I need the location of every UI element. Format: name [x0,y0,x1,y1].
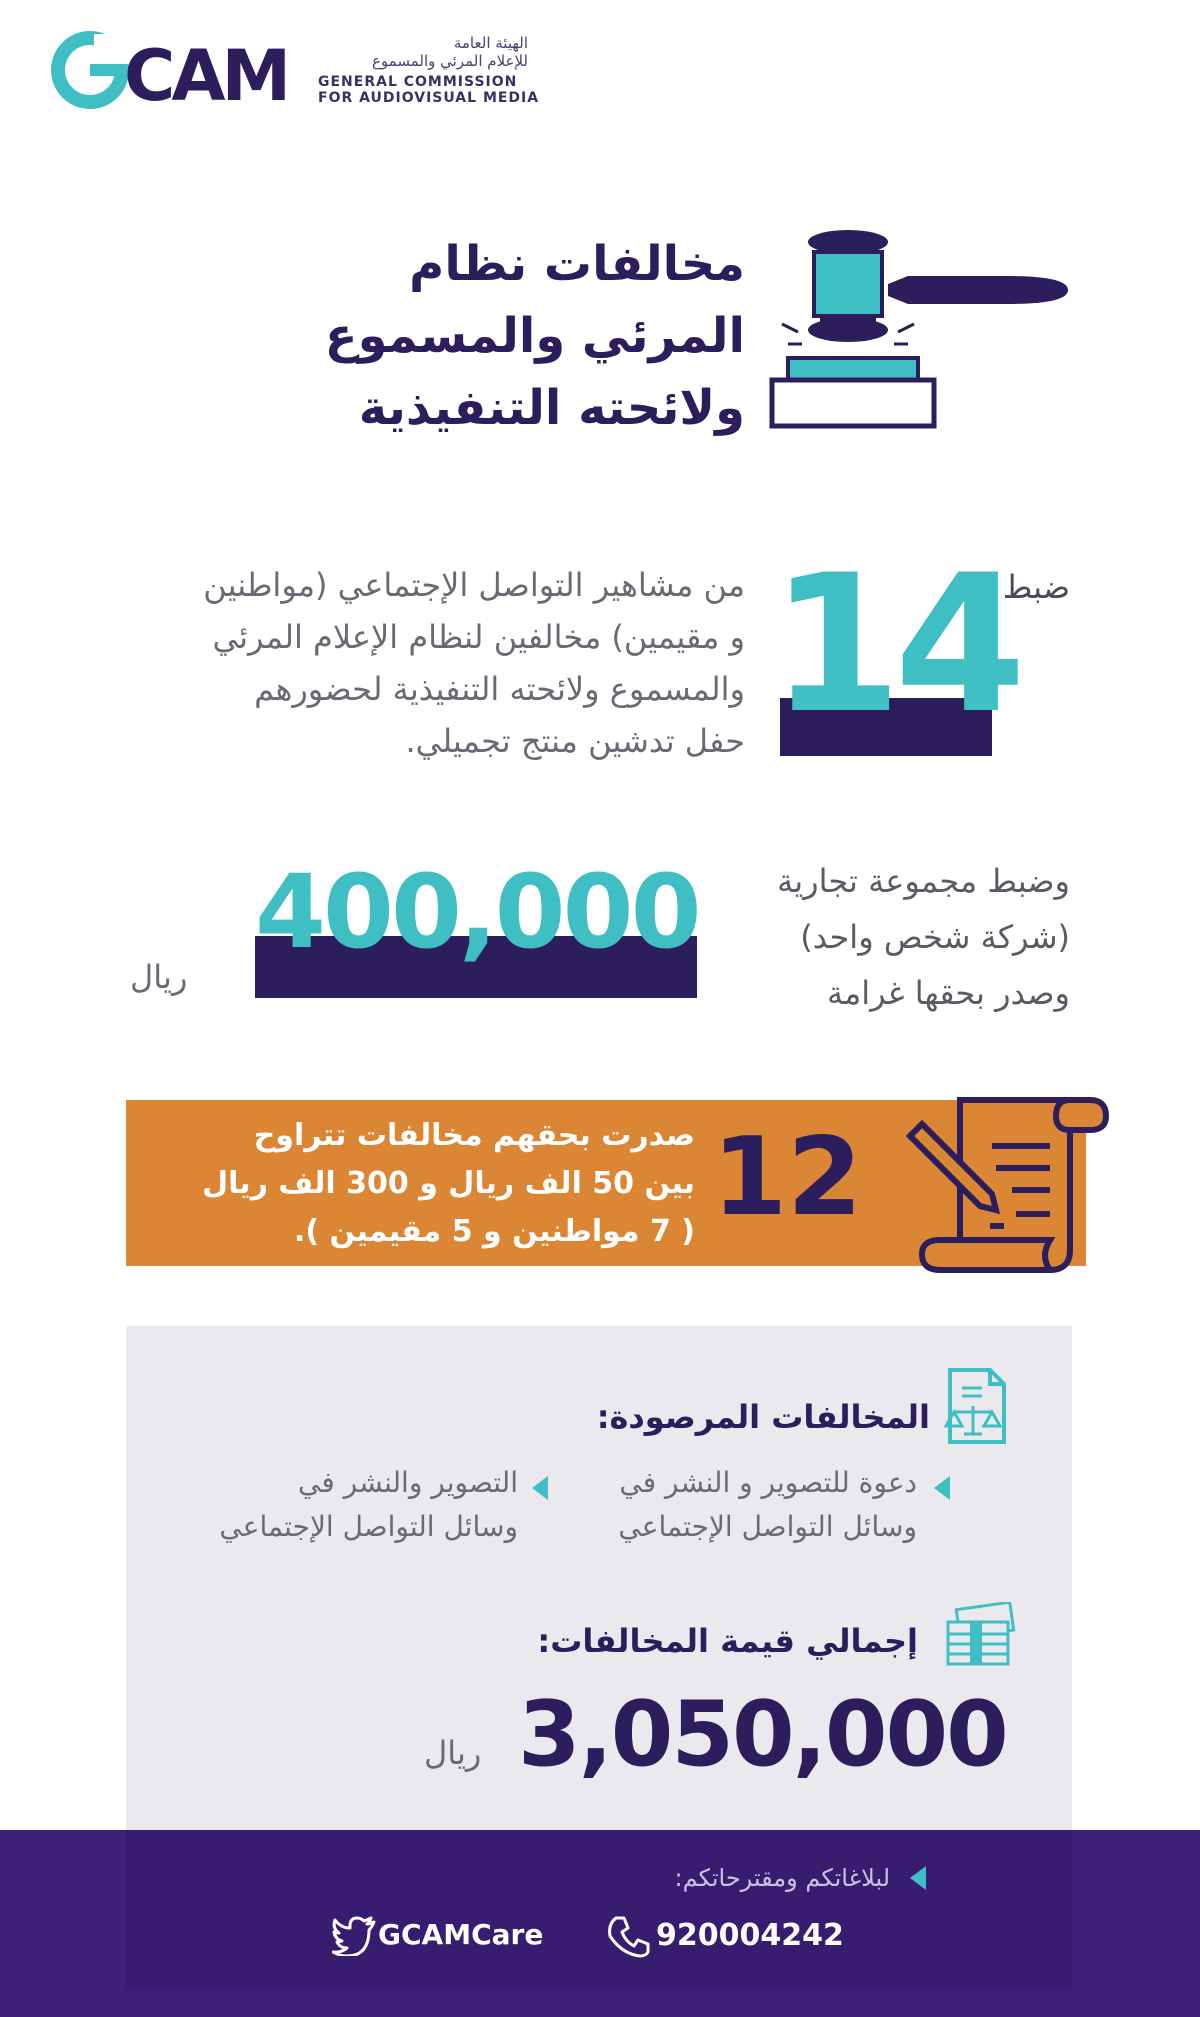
contact-label: لبلاغاتكم ومقترحاتكم: [674,1864,890,1892]
gavel-icon [768,226,1072,436]
money-stack-icon [944,1602,1016,1666]
company-fine-amount: 400,000 [255,853,699,972]
company-fine-currency: ريال [130,958,188,996]
violation-1-line-2: وسائل التواصل الإجتماعي [618,1510,917,1543]
celebrities-text-line-2: و مقيمين) مخالفين لنظام الإعلام المرئي [212,618,745,656]
celebrities-count: 14 [770,534,1019,755]
contract-scroll-icon [900,1090,1110,1280]
footer-contact-box [126,1830,1072,1990]
org-name-en-line1: GENERAL COMMISSION [318,74,518,90]
title-line-1: مخالفات نظام [409,236,745,292]
justice-document-icon [938,1366,1010,1446]
company-text-line-3: وصدر بحقها غرامة [826,974,1070,1012]
violators-text-line-3: ( 7 مواطنين و 5 مقيمين ). [293,1214,695,1249]
org-name-en-line2: FOR AUDIOVISUAL MEDIA [318,90,540,106]
celebrities-text-line-4: حفل تدشين منتج تجميلي. [405,722,745,760]
violation-2-line-1: التصوير والنشر في [298,1466,518,1499]
title-line-3: ولائحته التنفيذية [358,380,745,436]
org-name-ar-line2: للإعلام المرئي والمسموع [371,52,528,70]
org-name-ar-line1: الهيئة العامة [453,34,528,52]
violation-2-line-2: وسائل التواصل الإجتماعي [219,1510,518,1543]
gcam-logo [50,30,290,110]
twitter-icon [332,1916,376,1956]
total-violations-currency: ريال [424,1734,482,1772]
svg-text:CAM: CAM [124,35,288,110]
bullet-arrow-icon [532,1476,548,1500]
company-text-line-1: وضبط مجموعة تجارية [777,862,1070,900]
violation-1-line-1: دعوة للتصوير و النشر في [619,1466,917,1499]
celebrities-text-line-1: من مشاهير التواصل الإجتماعي (مواطنين [203,566,745,604]
violators-text-line-2: بين 50 الف ريال و 300 الف ريال [202,1166,695,1201]
celebrities-text-line-3: والمسموع ولائحته التنفيذية لحضورهم [254,670,745,708]
company-text-line-2: (شركة شخص واحد) [800,918,1070,956]
monitored-violations-title: المخالفات المرصودة: [596,1398,930,1436]
seized-label: ضبط [1002,568,1070,606]
total-violations-title: إجمالي قيمة المخالفات: [537,1622,918,1660]
title-line-2: المرئي والمسموع [324,308,745,364]
twitter-handle-link[interactable]: GCAMCare [378,1918,544,1951]
violators-text-line-1: صدرت بحقهم مخالفات تتراوح [253,1118,695,1153]
org-name [318,34,540,108]
violators-count: 12 [712,1115,863,1240]
bullet-arrow-icon [910,1866,926,1890]
total-violations-amount: 3,050,000 [518,1682,1007,1787]
phone-icon [606,1914,650,1958]
bullet-arrow-icon [934,1476,950,1500]
phone-number-link[interactable]: 920004242 [656,1918,844,1953]
